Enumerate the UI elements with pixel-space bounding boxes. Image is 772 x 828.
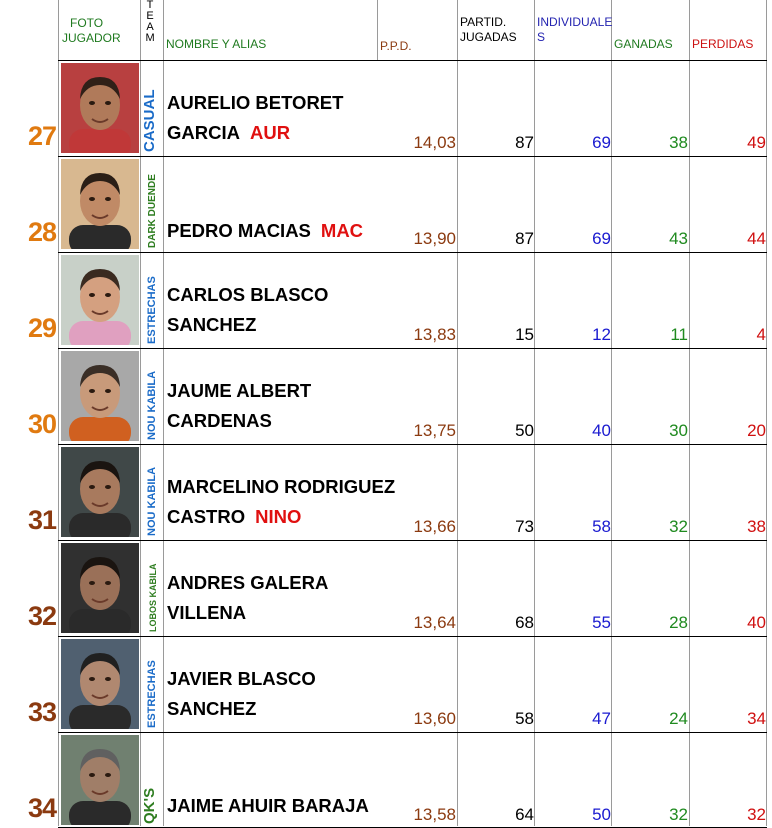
player-name-line2 bbox=[167, 694, 316, 724]
jugadas-value: 87 bbox=[515, 229, 534, 248]
rank-number: 33 bbox=[27, 697, 56, 727]
jugadas-value: 58 bbox=[515, 709, 534, 728]
ganadas-value: 32 bbox=[669, 517, 688, 536]
rank-number: 30 bbox=[27, 409, 56, 439]
rank-number: 28 bbox=[27, 217, 56, 247]
ppd-value: 13,83 bbox=[413, 325, 456, 344]
jugadas-value: 50 bbox=[515, 421, 534, 440]
team-name: DARK DUENDE bbox=[147, 174, 158, 248]
jugadas-value: 87 bbox=[515, 133, 534, 152]
player-alias: MAC bbox=[320, 220, 364, 241]
player-name bbox=[167, 88, 343, 148]
table-row bbox=[0, 444, 772, 540]
player-surname: SANCHEZ bbox=[167, 698, 257, 719]
header-ganadas: GANADAS bbox=[614, 37, 673, 51]
player-name-line1: MARCELINO RODRIGUEZ bbox=[167, 476, 396, 497]
player-name bbox=[167, 280, 328, 340]
player-photo bbox=[61, 159, 139, 249]
header-perdidas: PERDIDAS bbox=[692, 37, 754, 51]
player-name-line2 bbox=[167, 598, 328, 628]
individuales-value: 50 bbox=[592, 805, 611, 824]
table-row bbox=[0, 348, 772, 444]
player-alias: NINO bbox=[255, 506, 302, 527]
player-name-line1: JAVIER BLASCO bbox=[167, 668, 316, 689]
player-surname: SANCHEZ bbox=[167, 314, 257, 335]
table-row bbox=[0, 732, 772, 828]
individuales-value: 69 bbox=[592, 133, 611, 152]
ppd-value: 13,60 bbox=[413, 709, 456, 728]
header-team bbox=[143, 0, 157, 44]
perdidas-value: 20 bbox=[747, 421, 766, 440]
ppd-value: 13,75 bbox=[413, 421, 456, 440]
player-photo bbox=[61, 543, 139, 633]
ganadas-value: 32 bbox=[669, 805, 688, 824]
team-cell bbox=[141, 348, 163, 444]
perdidas-value: 49 bbox=[747, 133, 766, 152]
header-individuales: INDIVIDUALES bbox=[537, 15, 613, 44]
jugadas-value: 15 bbox=[515, 325, 534, 344]
team-name: ESTRECHAS bbox=[146, 276, 158, 344]
player-name-line1: AURELIO BETORET bbox=[167, 92, 344, 113]
ganadas-value: 24 bbox=[669, 709, 688, 728]
perdidas-value: 44 bbox=[747, 229, 766, 248]
player-photo bbox=[61, 63, 139, 153]
team-cell bbox=[141, 60, 163, 156]
jugadas-value: 73 bbox=[515, 517, 534, 536]
team-cell bbox=[141, 540, 163, 636]
player-alias: AUR bbox=[249, 122, 291, 143]
team-cell bbox=[141, 732, 163, 828]
player-surname: JAIME AHUIR BARAJA bbox=[167, 795, 369, 816]
grid-line bbox=[377, 0, 378, 60]
individuales-value: 58 bbox=[592, 517, 611, 536]
ganadas-value: 30 bbox=[669, 421, 688, 440]
header-partidas-jugadas: PARTID. JUGADAS bbox=[460, 15, 517, 44]
player-name-line2 bbox=[167, 310, 328, 340]
individuales-value: 12 bbox=[592, 325, 611, 344]
player-name bbox=[167, 376, 311, 436]
jugadas-value: 68 bbox=[515, 613, 534, 632]
jugadas-value: 64 bbox=[515, 805, 534, 824]
player-name-line1: JAUME ALBERT bbox=[167, 380, 312, 401]
rank-number: 32 bbox=[27, 601, 56, 631]
perdidas-value: 4 bbox=[756, 325, 766, 344]
player-photo bbox=[61, 447, 139, 537]
ganadas-value: 38 bbox=[669, 133, 688, 152]
ppd-value: 13,58 bbox=[413, 805, 456, 824]
player-name-line1: CARLOS BLASCO bbox=[167, 284, 329, 305]
header-ppd: P.P.D. bbox=[380, 39, 412, 53]
individuales-value: 47 bbox=[592, 709, 611, 728]
rank-number: 34 bbox=[27, 793, 56, 823]
ganadas-value: 43 bbox=[669, 229, 688, 248]
team-cell bbox=[141, 444, 163, 540]
header-foto-jugador: FOTO JUGADOR bbox=[62, 16, 121, 45]
table-row bbox=[0, 540, 772, 636]
team-cell bbox=[141, 636, 163, 732]
perdidas-value: 38 bbox=[747, 517, 766, 536]
individuales-value: 40 bbox=[592, 421, 611, 440]
rank-number: 27 bbox=[27, 121, 56, 151]
player-name-line2 bbox=[167, 502, 395, 532]
ppd-value: 14,03 bbox=[413, 133, 456, 152]
rank-number: 31 bbox=[27, 505, 56, 535]
player-name bbox=[167, 664, 316, 724]
player-name bbox=[167, 568, 328, 628]
player-name-line2 bbox=[167, 406, 311, 436]
player-name bbox=[167, 216, 363, 246]
perdidas-value: 34 bbox=[747, 709, 766, 728]
player-name-line2 bbox=[167, 118, 343, 148]
ppd-value: 13,64 bbox=[413, 613, 456, 632]
individuales-value: 55 bbox=[592, 613, 611, 632]
ppd-value: 13,90 bbox=[413, 229, 456, 248]
table-row bbox=[0, 60, 772, 156]
player-name-line2 bbox=[167, 791, 369, 821]
player-name-line1: ANDRES GALERA bbox=[167, 572, 329, 593]
table-row bbox=[0, 636, 772, 732]
table-row bbox=[0, 252, 772, 348]
player-name-line2 bbox=[167, 216, 363, 246]
perdidas-value: 32 bbox=[747, 805, 766, 824]
player-surname: GARCIA bbox=[167, 122, 240, 143]
ppd-value: 13,66 bbox=[413, 517, 456, 536]
team-name: NOU KABILA bbox=[146, 466, 158, 536]
team-name: NOU KABILA bbox=[146, 370, 158, 440]
team-cell bbox=[141, 252, 163, 348]
header-nombre: NOMBRE Y ALIAS bbox=[166, 37, 267, 51]
player-surname: PEDRO MACIAS bbox=[167, 220, 311, 241]
player-surname: VILLENA bbox=[167, 602, 247, 623]
player-photo bbox=[61, 255, 139, 345]
team-name: QK'S bbox=[141, 787, 158, 824]
player-photo bbox=[61, 351, 139, 441]
player-name bbox=[167, 472, 395, 532]
ganadas-value: 11 bbox=[670, 325, 688, 344]
ganadas-value: 28 bbox=[669, 613, 688, 632]
team-name: ESTRECHAS bbox=[146, 660, 158, 728]
table-row bbox=[0, 156, 772, 252]
player-surname: CARDENAS bbox=[167, 410, 272, 431]
player-name bbox=[167, 791, 369, 821]
individuales-value: 69 bbox=[592, 229, 611, 248]
team-cell bbox=[141, 156, 163, 252]
rank-number: 29 bbox=[27, 313, 56, 343]
perdidas-value: 40 bbox=[747, 613, 766, 632]
team-name: CASUAL bbox=[141, 89, 158, 152]
player-photo bbox=[61, 735, 139, 825]
team-name: LOBOS KABILA bbox=[148, 563, 158, 632]
header-team-text: TEAM bbox=[145, 0, 155, 44]
player-photo bbox=[61, 639, 139, 729]
player-surname: CASTRO bbox=[167, 506, 246, 527]
